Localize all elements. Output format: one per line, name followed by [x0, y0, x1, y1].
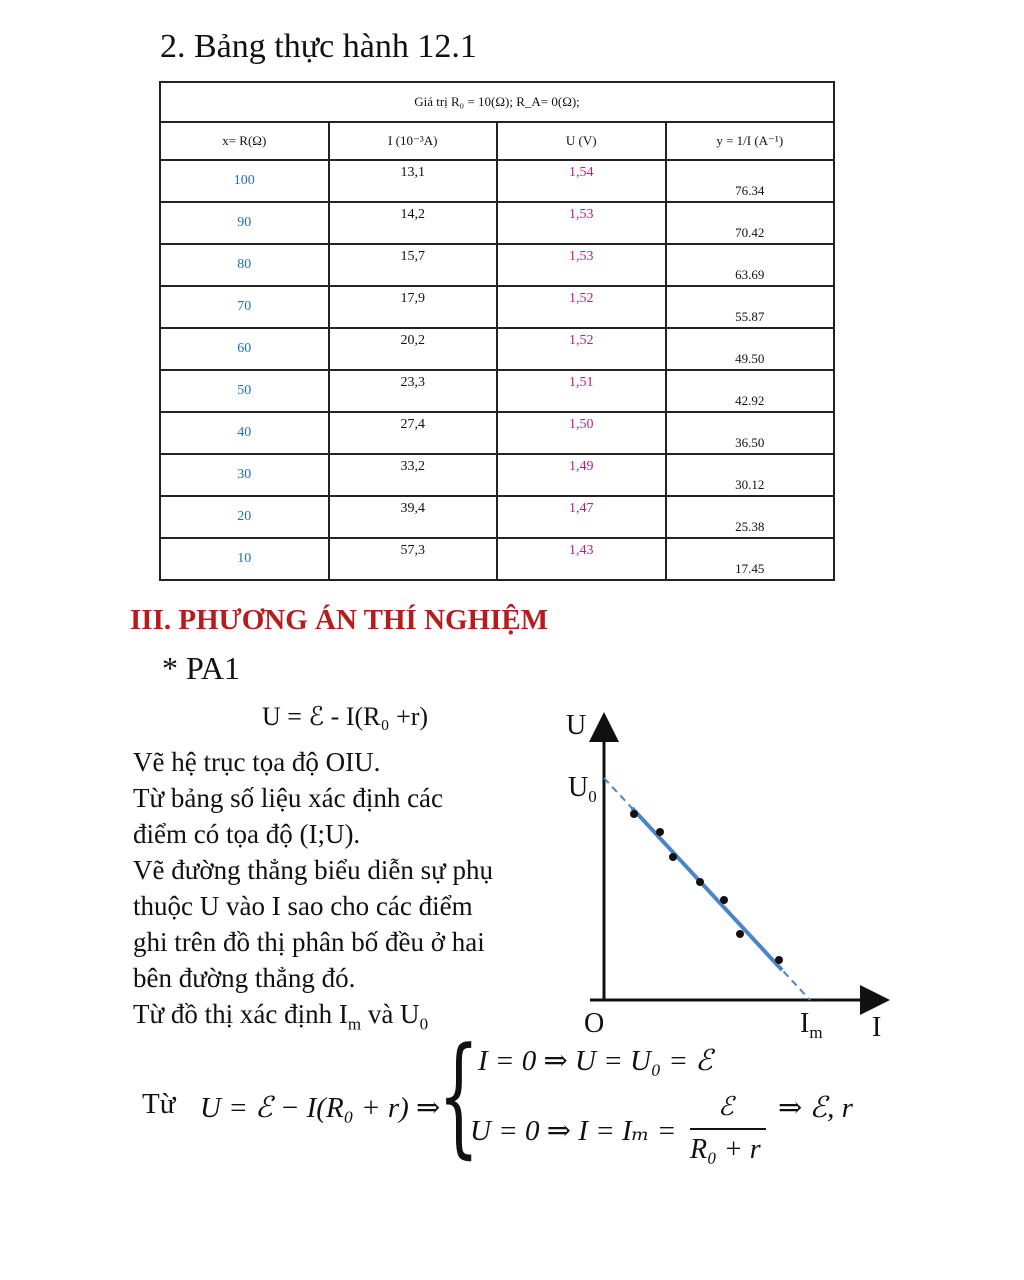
table-row — [160, 202, 834, 244]
paragraph-line: Vẽ đường thẳng biểu diễn sự phụ — [133, 855, 493, 885]
section-title: 2. Bảng thực hành 12.1 — [160, 28, 477, 65]
header-i: I (10⁻³A) — [329, 122, 498, 160]
cell-x: 70 — [160, 286, 329, 328]
cell-y: 30.12 — [666, 454, 835, 496]
final-formula-lhs: U = ℰ − I(R₀ + r) ⇒ — [200, 1092, 441, 1124]
fit-line — [632, 808, 782, 970]
table-row — [160, 286, 834, 328]
instruction-paragraph — [133, 744, 573, 1042]
paragraph-line: Từ bảng số liệu xác định các — [133, 783, 444, 813]
cell-x: 20 — [160, 496, 329, 538]
cell-x: 10 — [160, 538, 329, 580]
cell-i: 20,2 — [329, 328, 498, 370]
cell-i: 23,3 — [329, 370, 498, 412]
cell-i: 14,2 — [329, 202, 498, 244]
table-row — [160, 412, 834, 454]
final-conclusion: ⇒ ℰ, r — [778, 1092, 853, 1124]
data-table — [159, 81, 835, 581]
final-prefix: Từ — [142, 1088, 176, 1120]
subscript-0: 0 — [419, 1014, 429, 1034]
cell-u: 1,50 — [497, 412, 666, 454]
paragraph-line: bên đường thẳng đó. — [133, 963, 356, 993]
table-row — [160, 538, 834, 580]
table-caption: Giá trị R₀ = 10(Ω); R_A= 0(Ω); — [160, 82, 834, 122]
cell-i: 17,9 — [329, 286, 498, 328]
axis-label-u: U — [566, 710, 587, 741]
cell-x: 40 — [160, 412, 329, 454]
paragraph-line: điểm có tọa độ (I;U). — [133, 819, 361, 849]
cell-i: 27,4 — [329, 412, 498, 454]
cell-y: 49.50 — [666, 328, 835, 370]
data-point — [736, 930, 744, 938]
cell-u: 1,53 — [497, 202, 666, 244]
cell-x: 80 — [160, 244, 329, 286]
paragraph-line: Vẽ hệ trục tọa độ OIU. — [133, 747, 381, 777]
cell-u: 1,52 — [497, 286, 666, 328]
fraction-bar — [690, 1128, 766, 1130]
cell-u: 1,54 — [497, 160, 666, 202]
table-row — [160, 244, 834, 286]
cell-i: 13,1 — [329, 160, 498, 202]
cell-u: 1,52 — [497, 328, 666, 370]
cell-y: 42.92 — [666, 370, 835, 412]
fraction-numerator: ℰ — [718, 1092, 734, 1121]
cell-y: 36.50 — [666, 412, 835, 454]
cell-y: 76.34 — [666, 160, 835, 202]
label-u0-sub: 0 — [588, 787, 597, 806]
label-u0-main: U — [568, 772, 589, 803]
paragraph-line: thuộc U vào I sao cho các điểm — [133, 891, 473, 921]
cell-x: 100 — [160, 160, 329, 202]
cell-u: 1,53 — [497, 244, 666, 286]
paragraph-line: ghi trên đồ thị phân bố đều ở hai — [133, 927, 485, 957]
cell-y: 63.69 — [666, 244, 835, 286]
axis-label-i: I — [872, 1012, 882, 1040]
cell-x: 60 — [160, 328, 329, 370]
cell-y: 70.42 — [666, 202, 835, 244]
ui-graph — [560, 700, 900, 1040]
header-u: U (V) — [497, 122, 666, 160]
paragraph-text: và U — [361, 999, 420, 1029]
case-1: I = 0 ⇒ U = U₀ = ℰ — [478, 1045, 713, 1077]
cell-i: 57,3 — [329, 538, 498, 580]
section-heading: III. PHƯƠNG ÁN THÍ NGHIỆM — [130, 604, 549, 636]
table-row — [160, 454, 834, 496]
cell-x: 90 — [160, 202, 329, 244]
table-caption-row — [160, 82, 834, 122]
cell-x: 50 — [160, 370, 329, 412]
data-point — [720, 896, 728, 904]
label-im — [800, 1008, 823, 1040]
paragraph-line-last — [133, 996, 573, 1042]
fraction-denominator: R₀ + r — [690, 1134, 761, 1165]
table-body — [160, 160, 834, 580]
table-row — [160, 328, 834, 370]
label-im-sub: m — [809, 1023, 823, 1040]
brace-glyph: { — [438, 1019, 480, 1171]
origin-label: O — [584, 1008, 605, 1039]
label-u0 — [568, 772, 597, 806]
cell-u: 1,43 — [497, 538, 666, 580]
data-point — [775, 956, 783, 964]
header-x: x= R(Ω) — [160, 122, 329, 160]
header-y: y = 1/I (A⁻¹) — [666, 122, 835, 160]
cell-y: 25.38 — [666, 496, 835, 538]
formula-u: U = ℰ - I(R₀ +r) — [262, 702, 429, 731]
cell-y: 17.45 — [666, 538, 835, 580]
cell-i: 39,4 — [329, 496, 498, 538]
case-2: U = 0 ⇒ I = Iₘ = — [470, 1115, 677, 1147]
method-label: * PA1 — [162, 650, 240, 686]
cell-u: 1,49 — [497, 454, 666, 496]
cell-i: 33,2 — [329, 454, 498, 496]
data-point — [630, 810, 638, 818]
data-point — [656, 828, 664, 836]
table-row — [160, 496, 834, 538]
table-row — [160, 160, 834, 202]
cell-i: 15,7 — [329, 244, 498, 286]
label-im-main: I — [800, 1008, 810, 1039]
cell-x: 30 — [160, 454, 329, 496]
cell-u: 1,51 — [497, 370, 666, 412]
table-row — [160, 370, 834, 412]
data-point — [669, 853, 677, 861]
cell-y: 55.87 — [666, 286, 835, 328]
table-header-row — [160, 122, 834, 160]
data-point — [696, 878, 704, 886]
subscript-m: m — [347, 1014, 362, 1034]
paragraph-text: Từ đồ thị xác định I — [133, 999, 348, 1029]
cell-u: 1,47 — [497, 496, 666, 538]
